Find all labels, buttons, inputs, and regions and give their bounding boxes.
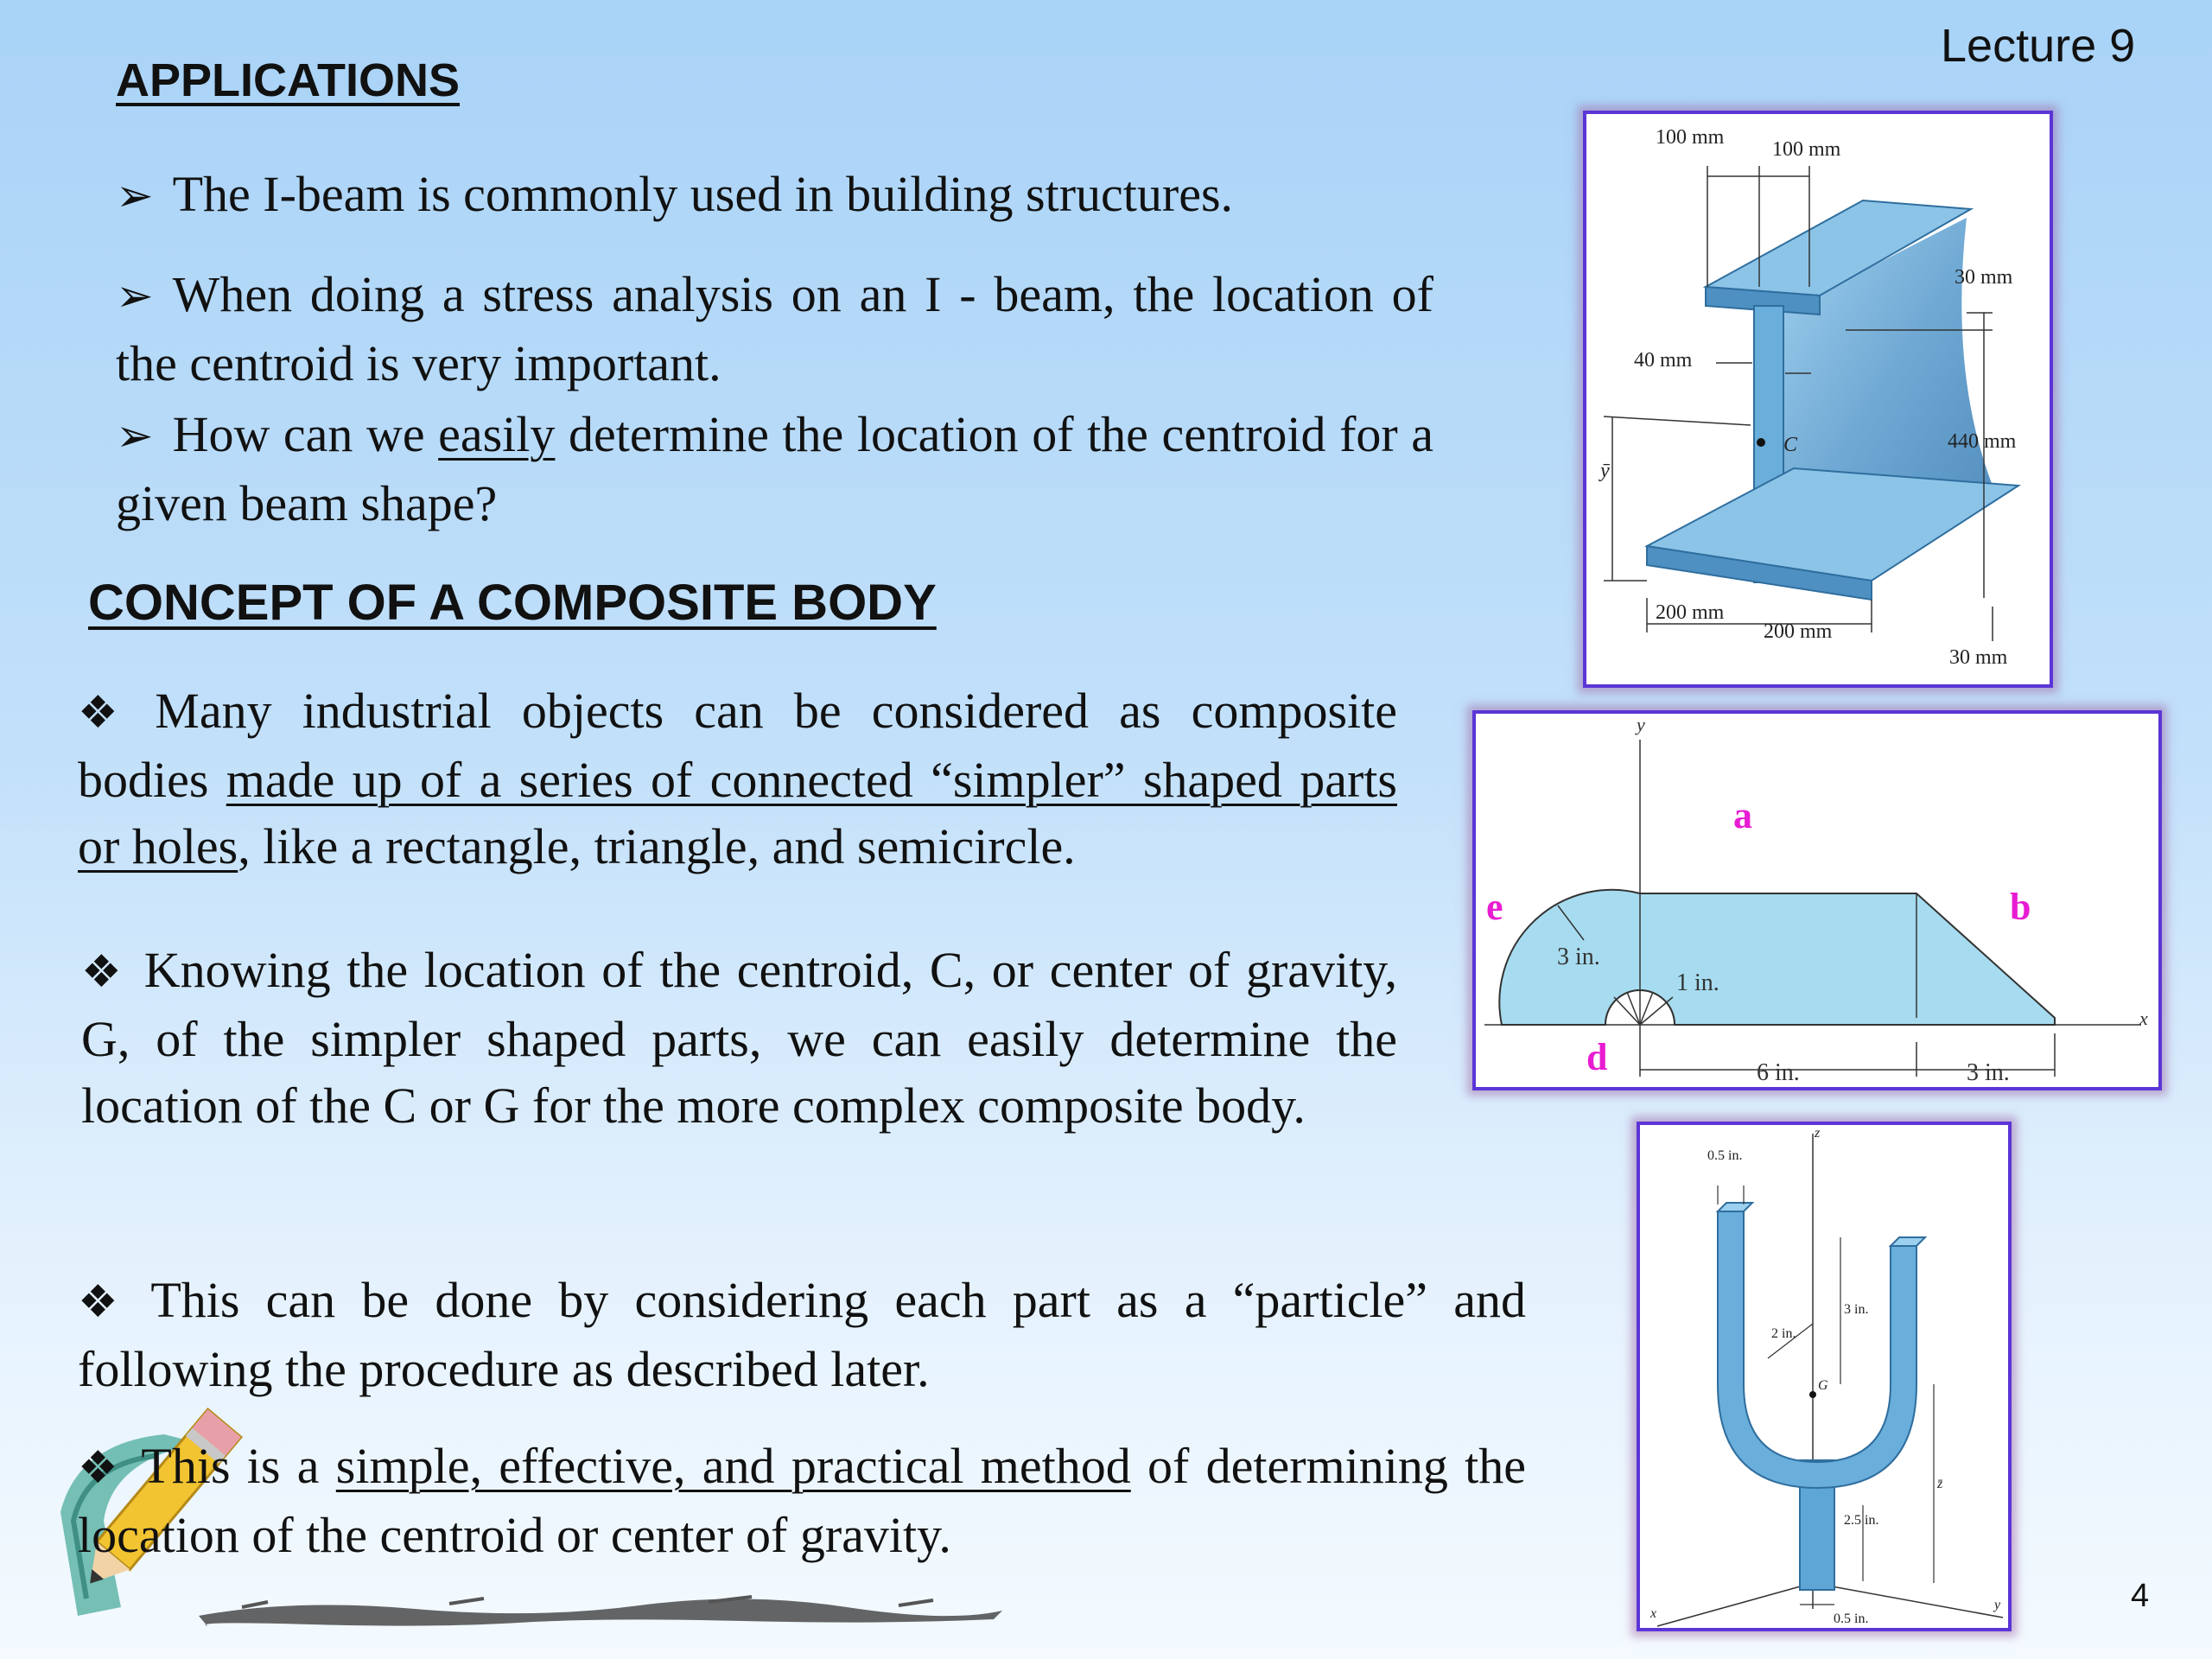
diamond-bullet-icon: ❖ — [78, 687, 137, 739]
dim-30mm-bottom: 30 mm — [1949, 646, 2008, 669]
zbar-label: z̄ — [1937, 1477, 1943, 1491]
part-label-a: a — [1733, 794, 1752, 836]
concept-paragraph-3 — [78, 1267, 1526, 1402]
dim-3in-radius: 3 in. — [1557, 944, 1600, 970]
p4-text-a: This is a — [141, 1438, 336, 1494]
dim-440mm: 440 mm — [1948, 430, 2017, 453]
arrow-bullet-icon: ➢ — [116, 170, 154, 222]
part-label-b: b — [2010, 886, 2031, 928]
p3-text: This can be done by considering each part as a “particle” and following the procedure as described later. — [78, 1272, 1526, 1397]
dim-1in: 1 in. — [1676, 969, 1719, 996]
part-label-e: e — [1486, 886, 1503, 928]
applications-bullet-2 — [116, 261, 1433, 397]
dim-0.5in-bottom: 0.5 in. — [1834, 1611, 1869, 1626]
diamond-bullet-icon: ❖ — [78, 1276, 132, 1328]
part-label-d: d — [1586, 1036, 1608, 1078]
p2-text: Knowing the location of the centroid, C, or center of gravity, G, of the simpler shaped parts, we can easily determine the location of the C or G for the more complex composite body. — [81, 942, 1397, 1134]
bullet-3-text-a: How can we — [172, 406, 439, 462]
dim-3in: 3 in. — [1967, 1059, 2010, 1086]
diamond-bullet-icon: ❖ — [81, 946, 125, 998]
applications-bullet-3 — [116, 401, 1433, 537]
p1-text-a: Many industrial objects can be considered as composite bodies — [78, 683, 1397, 808]
concept-paragraph-4 — [78, 1433, 1526, 1568]
dim-30mm-top: 30 mm — [1955, 266, 2013, 289]
x-axis-label: x — [1650, 1606, 1657, 1621]
fork-figure — [1637, 1122, 2012, 1631]
bullet-3-emphasis: easily — [438, 406, 556, 462]
lecture-label: Lecture 9 — [1941, 20, 2136, 72]
bullet-2-text: When doing a stress analysis on an I - beam, the location of the centroid is very important. — [116, 266, 1433, 391]
page-number: 4 — [2131, 1578, 2150, 1614]
z-axis-label: z — [1815, 1126, 1821, 1141]
concept-heading: CONCEPT OF A COMPOSITE BODY — [88, 575, 937, 631]
center-of-gravity-label: G — [1818, 1378, 1828, 1393]
ibeam-figure — [1583, 111, 2053, 688]
dim-2in: 2 in. — [1771, 1326, 1796, 1341]
concept-paragraph-2 — [81, 937, 1397, 1139]
dim-200mm-b: 200 mm — [1764, 620, 1833, 643]
dim-3in: 3 in. — [1844, 1302, 1869, 1317]
bullet-3-text-b: determine the location of the centroid for a given beam shape? — [116, 406, 1433, 531]
brush-stroke-decoration — [190, 1581, 1011, 1633]
ybar-label: ȳ — [1600, 460, 1610, 482]
arrow-bullet-icon: ➢ — [116, 270, 154, 322]
p4-text-b: of determining the location of the centroid or center of gravity. — [78, 1438, 1526, 1563]
centroid-c-label: C — [1783, 434, 1798, 456]
y-axis-label: y — [1637, 714, 1645, 735]
applications-heading: APPLICATIONS — [116, 54, 461, 106]
dim-2.5in: 2.5 in. — [1844, 1513, 1879, 1528]
p1-text-b: , like a rectangle, triangle, and semicircle. — [238, 818, 1076, 874]
dim-200mm-a: 200 mm — [1656, 601, 1725, 624]
dim-6in: 6 in. — [1757, 1059, 1800, 1086]
p4-emphasis: simple, effective, and practical method — [335, 1438, 1131, 1494]
applications-bullet-1 — [116, 161, 1433, 230]
dim-0.5in-top: 0.5 in. — [1707, 1148, 1743, 1163]
y-axis-label: y — [1994, 1598, 2001, 1612]
dim-100mm-a: 100 mm — [1656, 126, 1725, 149]
p1-emphasis: made up of a series of connected “simpler” shaped parts or holes — [78, 752, 1397, 874]
bullet-1-text: The I-beam is commonly used in building structures. — [172, 166, 1234, 222]
diamond-bullet-icon: ❖ — [78, 1442, 123, 1494]
dim-40mm: 40 mm — [1634, 349, 1693, 372]
concept-paragraph-1 — [78, 677, 1397, 880]
arrow-bullet-icon: ➢ — [116, 410, 154, 462]
x-axis-label: x — [2139, 1007, 2148, 1029]
composite-plate-figure — [1472, 710, 2162, 1090]
dim-100mm-b: 100 mm — [1772, 138, 1841, 161]
